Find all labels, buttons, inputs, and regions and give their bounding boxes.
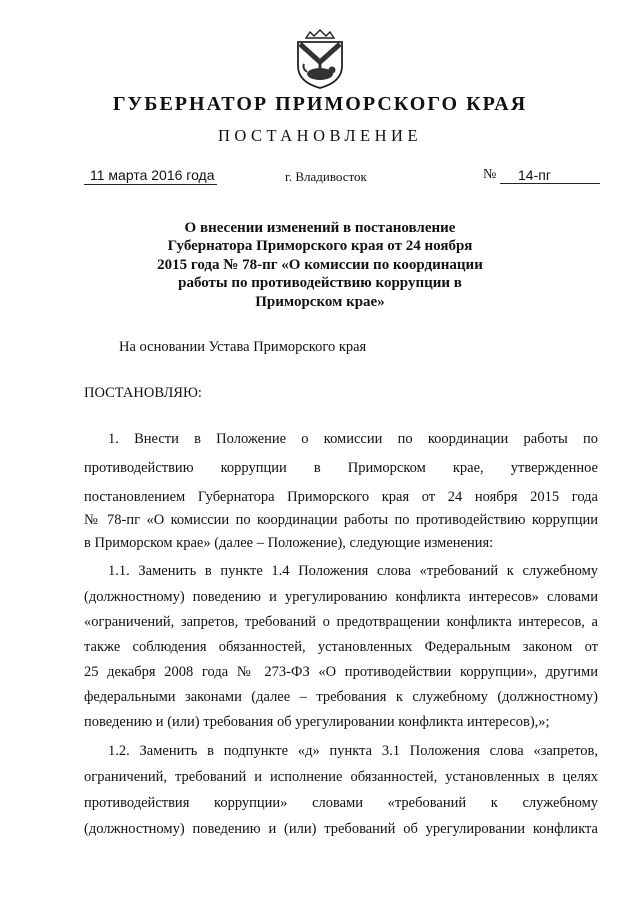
document-city: г. Владивосток [285, 169, 367, 184]
body-line: 1.2. Заменить в подпункте «д» пункта 3.1 Положения слова «запретов, [108, 743, 598, 759]
body-line: постановлением Губернатора Приморского края от 24 ноября 2015 года [84, 489, 598, 505]
body-line: (должностному) поведению и урегулированию конфликта интересов» словами [84, 589, 598, 605]
subject-line: О внесении изменений в постановление [184, 220, 456, 236]
document-type: ПОСТАНОВЛЕНИЕ [217, 126, 423, 145]
subject-line: 2015 года № 78-пг «О комиссии по координации [157, 256, 483, 273]
document-subject [130, 219, 510, 311]
body-line: поведению и (или) требования об урегулировании конфликта интересов),»; [84, 714, 550, 730]
body-line: противодействия коррупции» словами «требований к служебному [84, 795, 598, 811]
coat-of-arms-emblem [292, 28, 348, 90]
document-date: 11 марта 2016 года [84, 167, 217, 185]
body-line: федеральными законами (далее – требования к служебному (должностному) [84, 689, 598, 705]
document-number-label: № [483, 167, 497, 182]
subject-line: Губернатора Приморского края от 24 ноября [167, 238, 473, 255]
body-line: 1.1. Заменить в пункте 1.4 Положения слова «требований к служебному [108, 563, 598, 579]
subject-line: работы по противодействию коррупции в [178, 275, 462, 292]
body-line: 1. Внести в Положение о комиссии по координации работы по [108, 431, 598, 447]
legal-basis: На основании Устава Приморского края [119, 339, 367, 355]
body-line: в Приморском крае» (далее – Положение), следующие изменения: [84, 535, 494, 551]
subject-line: Приморском крае» [255, 293, 385, 310]
body-line: № 78-пг «О комиссии по координации работы по противодействию коррупции [84, 512, 598, 528]
issuer-title: ГУБЕРНАТОР ПРИМОРСКОГО КРАЯ [112, 93, 528, 115]
body-line: 25 декабря 2008 года № 273-ФЗ «О противодействии коррупции», другими [84, 664, 598, 680]
body-line: «ограничений, запретов, требований о предотвращении конфликта интересов, а [84, 614, 598, 630]
body-line: (должностному) поведению и (или) требований об урегулировании конфликта [84, 821, 598, 837]
document-number: 14-пг [500, 167, 600, 184]
decree-word: ПОСТАНОВЛЯЮ: [84, 385, 202, 401]
body-line: ограничений, требований и исполнение обязанностей, установленных в целях [84, 769, 598, 785]
body-line: противодействию коррупции в Приморском крае, утвержденное [84, 460, 598, 476]
body-line: также соблюдения обязанностей, установленных Федеральным законом от [84, 639, 598, 655]
